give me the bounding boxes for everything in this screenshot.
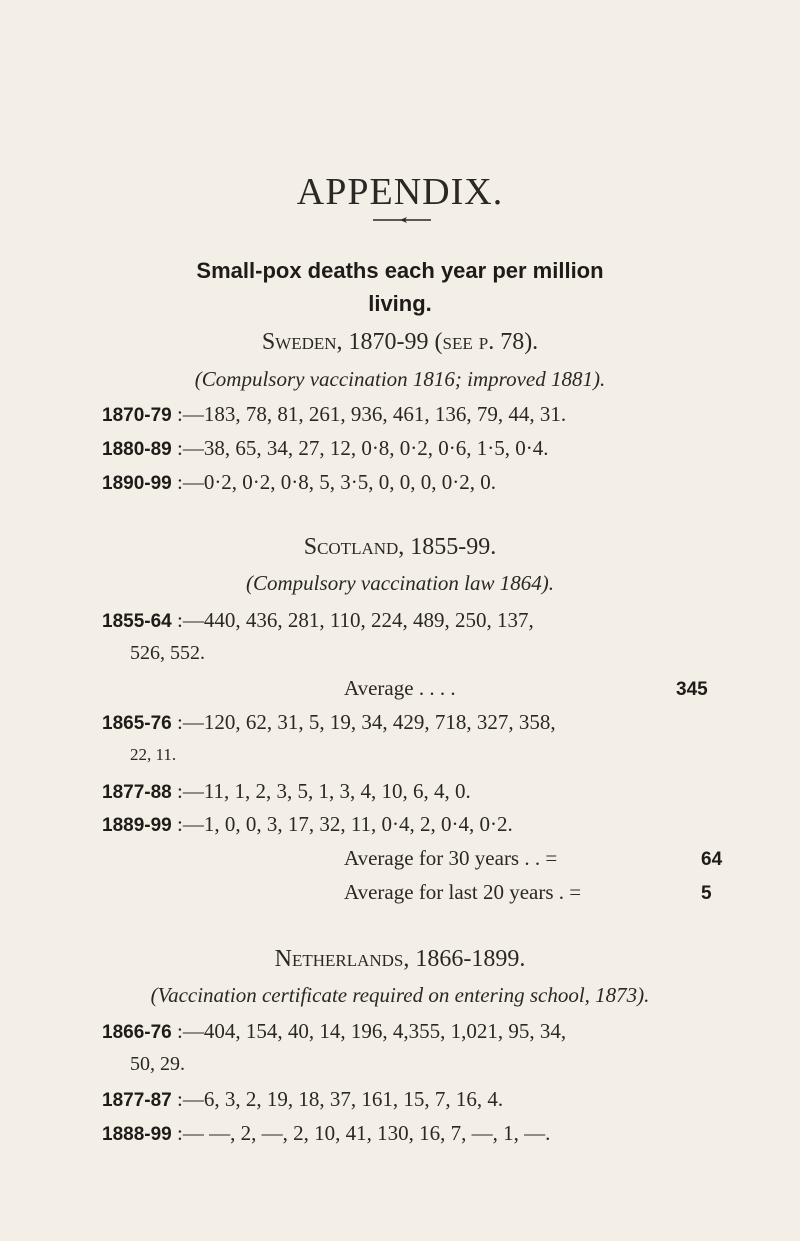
section-sweden-note: (Compulsory vaccination 1816; improved 1881). bbox=[194, 367, 606, 391]
section-sweden-title: Sweden, 1870-99 (see p. 78). bbox=[261, 329, 539, 355]
row-values: :—183, 78, 81, 261, 936, 461, 136, 79, 44, 31. bbox=[176, 402, 567, 426]
average-row bbox=[344, 880, 712, 905]
row-values: :—1, 0, 0, 3, 17, 32, 11, 0·4, 2, 0·4, 0·2. bbox=[176, 812, 513, 836]
row-years: 1877-87 bbox=[102, 1090, 172, 1111]
data-row bbox=[102, 436, 549, 461]
average-value: 5 bbox=[701, 883, 712, 904]
data-row bbox=[102, 779, 471, 804]
row-continuation: 526, 552. bbox=[130, 642, 205, 664]
average-label: Average for last 20 years . = bbox=[344, 880, 582, 904]
row-years: 1866-76 bbox=[102, 1022, 172, 1043]
average-label: Average . . . . bbox=[344, 676, 456, 700]
average-value: 345 bbox=[676, 679, 708, 700]
row-years: 1855-64 bbox=[102, 611, 172, 632]
row-years: 1877-88 bbox=[102, 782, 172, 803]
row-values: :—440, 436, 281, 110, 224, 489, 250, 137, bbox=[176, 608, 534, 632]
row-values: :—404, 154, 40, 14, 196, 4,355, 1,021, 95, 34, bbox=[176, 1019, 567, 1043]
average-label: Average for 30 years . . = bbox=[344, 846, 558, 870]
data-row bbox=[102, 470, 496, 495]
section-netherlands-title: Netherlands, 1866-1899. bbox=[274, 946, 526, 972]
ornament-rule-icon bbox=[373, 214, 431, 226]
row-values: :—11, 1, 2, 3, 5, 1, 3, 4, 10, 6, 4, 0. bbox=[176, 779, 471, 803]
row-continuation: 22, 11. bbox=[130, 745, 177, 764]
row-values: :—38, 65, 34, 27, 12, 0·8, 0·2, 0·6, 1·5, 0·4. bbox=[176, 436, 549, 460]
row-years: 1889-99 bbox=[102, 815, 172, 836]
data-row bbox=[102, 1121, 550, 1146]
data-row bbox=[102, 1019, 566, 1044]
data-row bbox=[102, 608, 534, 633]
data-row bbox=[102, 402, 566, 427]
data-row bbox=[102, 1087, 503, 1112]
row-values: :—6, 3, 2, 19, 18, 37, 161, 15, 7, 16, 4. bbox=[176, 1087, 504, 1111]
section-netherlands-note: (Vaccination certificate required on entering school, 1873). bbox=[150, 983, 650, 1007]
average-row bbox=[344, 846, 722, 871]
row-years: 1870-79 bbox=[102, 405, 172, 426]
section-scotland-title: Scotland, 1855-99. bbox=[303, 534, 497, 560]
row-years: 1890-99 bbox=[102, 473, 172, 494]
row-years: 1888-99 bbox=[102, 1124, 172, 1145]
row-values: :—0·2, 0·2, 0·8, 5, 3·5, 0, 0, 0, 0·2, 0. bbox=[176, 470, 497, 494]
row-continuation: 50, 29. bbox=[130, 1053, 185, 1075]
average-row bbox=[344, 676, 708, 701]
row-years: 1880-89 bbox=[102, 439, 172, 460]
table-heading-line1: Small-pox deaths each year per million bbox=[196, 258, 604, 283]
data-row bbox=[102, 710, 556, 735]
row-years: 1865-76 bbox=[102, 713, 172, 734]
table-heading-line2: living. bbox=[368, 291, 432, 316]
section-scotland-note: (Compulsory vaccination law 1864). bbox=[246, 571, 554, 595]
average-value: 64 bbox=[701, 849, 723, 870]
page-title: APPENDIX. bbox=[296, 171, 504, 213]
data-row bbox=[102, 812, 513, 837]
row-values: :—120, 62, 31, 5, 19, 34, 429, 718, 327, 358, bbox=[176, 710, 556, 734]
row-values: :— —, 2, —, 2, 10, 41, 130, 16, 7, —, 1, —. bbox=[176, 1121, 551, 1145]
